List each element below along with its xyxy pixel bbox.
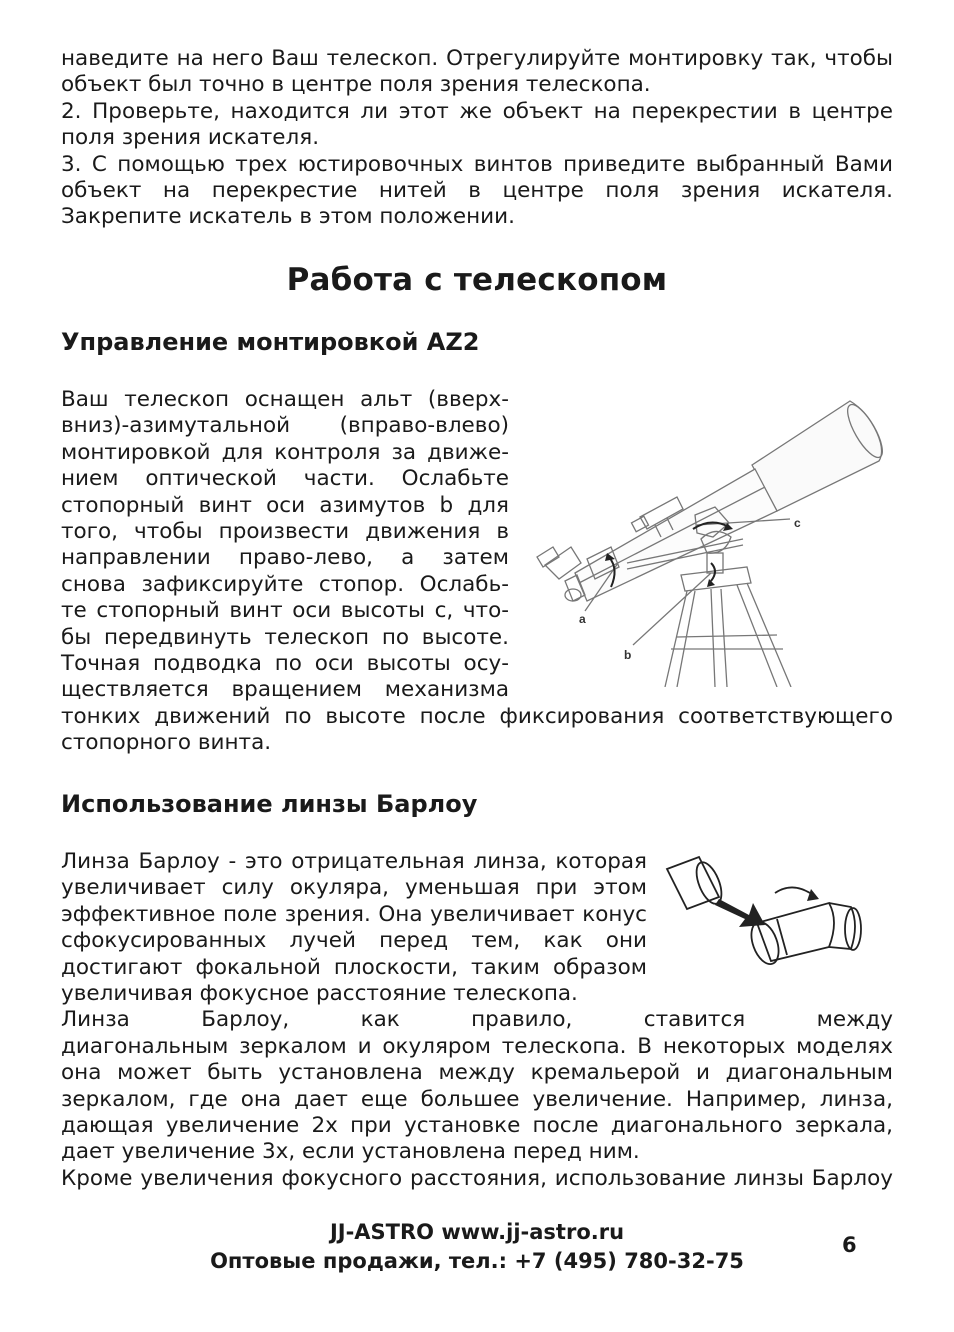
az2-line-3: монтировкой для контроля за движе-	[61, 439, 509, 465]
section-heading-barlow: Использование линзы Барлоу	[61, 790, 478, 818]
intro-paragraph-2: 2. Проверьте, находится ли этот же объект на перекрестии в центре поля зрения искателя.	[61, 98, 893, 151]
barlow-last-line: Кроме увеличения фокусного расстояния, использование линзы Барлоу	[61, 1165, 893, 1191]
section-heading-az2: Управление монтировкой AZ2	[61, 328, 480, 356]
section-barlow-body	[61, 849, 893, 1192]
az2-line-12: ществляется вращением механизма	[61, 677, 509, 703]
az2-line-7: направлении право-лево, а затем	[61, 545, 509, 571]
intro-text	[61, 46, 893, 231]
barlow-line-1: Линза Барлоу - это отрицательная линза, которая	[61, 849, 647, 874]
az2-line-2: вниз)-азимутальной (вправо-влево)	[61, 413, 509, 439]
figure-label-c: c	[794, 516, 801, 530]
page-title: Работа с телескопом	[286, 262, 668, 298]
page-footer	[0, 1218, 954, 1276]
az2-line-8: снова зафиксируйте стопор. Ослабь-	[61, 571, 509, 597]
figure-label-b: b	[624, 648, 632, 662]
barlow-line-4: сфокусированных лучей перед тем, как они	[61, 928, 647, 954]
page-number: 6	[842, 1233, 857, 1257]
az2-line-4: нием оптической части. Ослабьте	[61, 466, 509, 492]
barlow-line-2: увеличивает силу окуляра, уменьшая при этом	[61, 875, 647, 901]
telescope-mount-figure	[515, 387, 893, 687]
az2-line-6: того, чтобы произвести движения в	[61, 519, 509, 545]
barlow-line-3: эффективное поле зрения. Она увеличивает конус	[61, 901, 647, 927]
barlow-line-7: Линза Барлоу, как правило, ставится между	[61, 1007, 893, 1033]
az2-tail-text: тонких движений по высоте после фиксирования соответствующего стопорного винта.	[61, 703, 893, 756]
az2-line-10: бы передвинуть телескоп по высоте.	[61, 624, 509, 650]
barlow-line-6: увеличивая фокусное расстояние телескопа.	[61, 981, 578, 1007]
barlow-line-5: достигают фокальной плоскости, таким образом	[61, 954, 647, 980]
figure-label-a: a	[579, 612, 586, 626]
az2-line-9: те стопорный винт оси высоты c, что-	[61, 598, 509, 624]
az2-line-1: Ваш телескоп оснащен альт (вверх-	[61, 387, 509, 412]
az2-line-5: стопорный винт оси азимутов b для	[61, 492, 509, 518]
intro-paragraph-1: наведите на него Ваш телескоп. Отрегулируйте монтировку так, чтобы объект был точно в центре поля зрения телескопа.	[61, 46, 893, 98]
barlow-lens-figure	[653, 849, 893, 999]
footer-site: JJ-ASTRO www.jj-astro.ru	[329, 1220, 625, 1244]
az2-line-11: Точная подводка по оси высоты осу-	[61, 651, 509, 677]
intro-paragraph-3: 3. С помощью трех юстировочных винтов приведите выбранный Вами объект на перекрестие нитей в центре поля зрения искателя. Закрепите искатель в этом положении.	[61, 151, 893, 230]
barlow-tail-text: диагональным зеркалом и окуляром телескопа. В некоторых моделях она может быть установлена между кремальерой и диагональным зеркалом, где она дает еще большее увеличение. Например, линза, дающая увеличение 2х при установке после диагонального зеркала, дает увеличение 3х, если установлена перед ним.	[61, 1033, 893, 1165]
section-az2-body	[61, 387, 893, 757]
footer-phone: Оптовые продажи, тел.: +7 (495) 780-32-75	[210, 1249, 744, 1273]
